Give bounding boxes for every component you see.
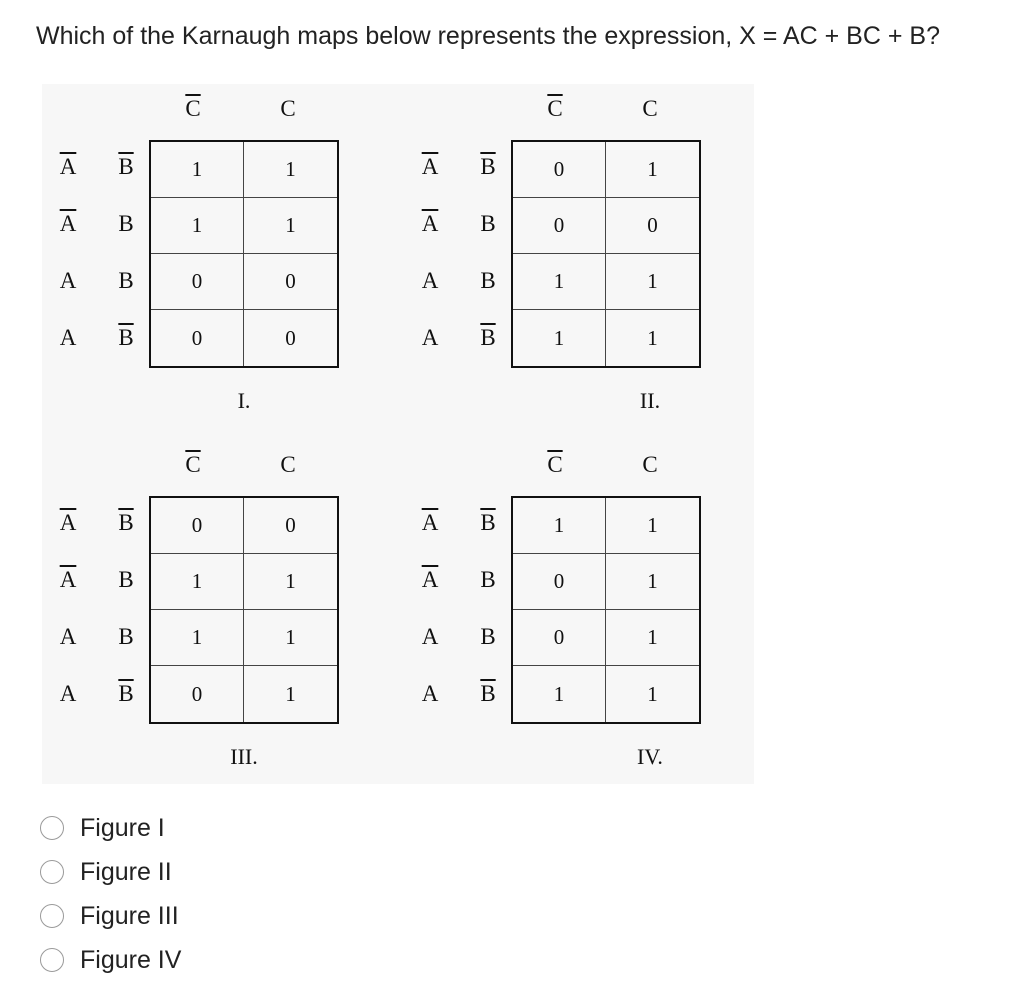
row-label-a: $\overline{A}$ xyxy=(59,154,77,179)
figure-label: I. xyxy=(237,388,251,413)
row-label-a: A xyxy=(421,325,439,350)
row-label-a: A xyxy=(421,681,439,706)
kmap-cell: 0 xyxy=(244,498,337,554)
option-label: Figure IV xyxy=(80,945,182,974)
row-label-a: A xyxy=(59,624,77,649)
col-header-c: C xyxy=(642,96,658,121)
kmap-cell: 0 xyxy=(513,554,606,610)
kmap-cell: 1 xyxy=(513,310,606,366)
kmap-cell: 1 xyxy=(606,142,699,198)
question-text: Which of the Karnaugh maps below represents the expression, X = AC + BC + B? xyxy=(36,22,940,50)
kmap-cell: 1 xyxy=(244,610,337,666)
row-label-b: B xyxy=(118,268,134,293)
row-label-a: $\overline{A}$ xyxy=(421,567,439,592)
kmap-cell: 1 xyxy=(606,254,699,310)
option-figure-1[interactable] xyxy=(40,806,181,850)
kmap-cell: 0 xyxy=(244,254,337,310)
radio-button[interactable] xyxy=(40,860,64,884)
kmap-cell: 1 xyxy=(647,325,658,350)
col-header-c-bar: $\overline{C}$ xyxy=(547,96,563,121)
row-label-b: B xyxy=(480,268,496,293)
col-header-c: C xyxy=(280,452,296,477)
kmap-cell: 1 xyxy=(285,681,296,706)
kmap-cell: 1 xyxy=(151,554,244,610)
row-label-a: $\overline{A}$ xyxy=(59,211,77,236)
kmap-cell: 0 xyxy=(513,610,606,666)
kmap-grid xyxy=(511,140,701,368)
kmap-cell: 0 xyxy=(151,498,244,554)
row-label-b: B xyxy=(480,624,496,649)
kmap-cell: 0 xyxy=(513,142,606,198)
row-label-a: A xyxy=(59,681,77,706)
option-figure-4[interactable] xyxy=(40,938,181,982)
row-label-b: $\overline{B}$ xyxy=(118,154,134,179)
col-header-c-bar: $\overline{C}$ xyxy=(185,96,201,121)
row-label-b: $\overline{B}$ xyxy=(480,154,496,179)
kmap-cell: 0 xyxy=(151,666,244,722)
kmap-1 xyxy=(42,96,382,413)
row-label-b: $\overline{B}$ xyxy=(118,510,134,535)
option-label: Figure I xyxy=(80,813,165,842)
col-header-c-bar: $\overline{C}$ xyxy=(547,452,563,477)
kmap-cell: 1 xyxy=(513,666,606,722)
figure-label: III. xyxy=(230,744,258,769)
row-label-b: $\overline{B}$ xyxy=(118,325,134,350)
answer-options xyxy=(40,806,181,982)
row-label-a: $\overline{A}$ xyxy=(421,510,439,535)
kmap-grid xyxy=(511,496,701,724)
row-label-a: A xyxy=(59,325,77,350)
kmap-cell: 1 xyxy=(151,198,244,254)
kmap-cell: 1 xyxy=(244,554,337,610)
kmap-cell: 1 xyxy=(647,681,658,706)
kmap-cell: 1 xyxy=(244,198,337,254)
kmap-cell: 0 xyxy=(606,198,699,254)
row-label-b: B xyxy=(118,624,134,649)
row-label-b: $\overline{B}$ xyxy=(480,325,496,350)
kmap-cell: 1 xyxy=(513,498,606,554)
radio-button[interactable] xyxy=(40,816,64,840)
kmap-cell: 0 xyxy=(513,198,606,254)
row-label-a: $\overline{A}$ xyxy=(59,567,77,592)
row-label-a: $\overline{A}$ xyxy=(421,154,439,179)
row-label-a: $\overline{A}$ xyxy=(59,510,77,535)
row-label-a: A xyxy=(59,268,77,293)
row-label-b: $\overline{B}$ xyxy=(480,681,496,706)
row-label-b: $\overline{B}$ xyxy=(480,510,496,535)
kmap-cell: 1 xyxy=(513,254,606,310)
col-header-c-bar: $\overline{C}$ xyxy=(185,452,201,477)
row-label-a: $\overline{A}$ xyxy=(421,211,439,236)
kmap-cell: 1 xyxy=(606,498,699,554)
kmap-grid xyxy=(149,496,339,724)
kmap-figure xyxy=(42,84,754,784)
figure-label: II. xyxy=(639,388,661,413)
row-label-b: B xyxy=(480,567,496,592)
option-label: Figure II xyxy=(80,857,172,886)
kmap-cell: 1 xyxy=(151,142,244,198)
row-label-b: B xyxy=(118,567,134,592)
row-label-a: A xyxy=(421,268,439,293)
kmap-cell: 0 xyxy=(285,325,296,350)
kmap-cell: 0 xyxy=(151,310,244,366)
kmap-cell: 1 xyxy=(151,610,244,666)
kmap-cell: 0 xyxy=(151,254,244,310)
col-header-c: C xyxy=(280,96,296,121)
kmap-cell: 1 xyxy=(606,610,699,666)
kmap-3 xyxy=(42,452,382,769)
row-label-b: $\overline{B}$ xyxy=(118,681,134,706)
kmap-4 xyxy=(404,452,744,769)
figure-label: IV. xyxy=(637,744,663,769)
row-label-b: B xyxy=(118,211,134,236)
kmap-grid xyxy=(149,140,339,368)
kmap-2 xyxy=(404,96,744,413)
option-figure-2[interactable] xyxy=(40,850,181,894)
kmap-cell: 1 xyxy=(244,142,337,198)
option-label: Figure III xyxy=(80,901,179,930)
col-header-c: C xyxy=(642,452,658,477)
radio-button[interactable] xyxy=(40,948,64,972)
kmap-cell: 1 xyxy=(606,554,699,610)
option-figure-3[interactable] xyxy=(40,894,181,938)
radio-button[interactable] xyxy=(40,904,64,928)
row-label-a: A xyxy=(421,624,439,649)
row-label-b: B xyxy=(480,211,496,236)
